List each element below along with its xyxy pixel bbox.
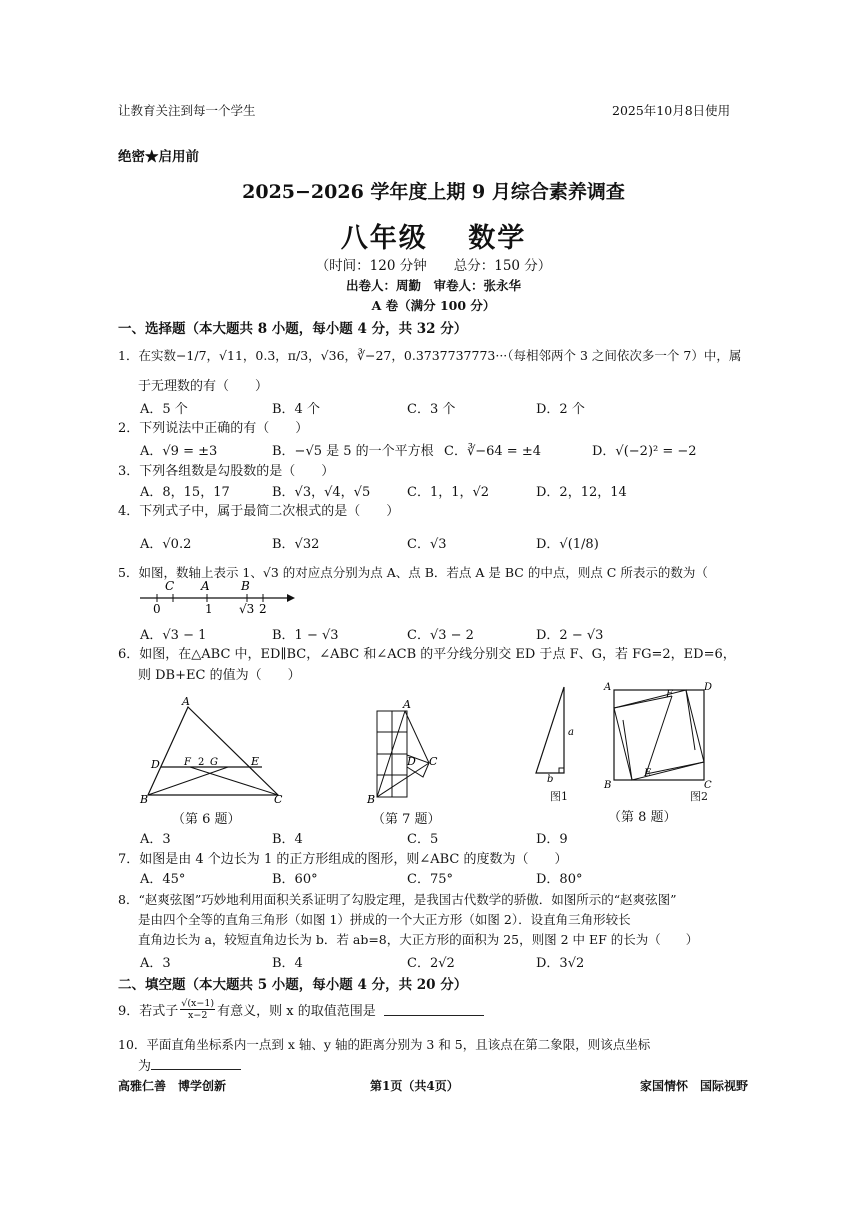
q4-option-b[interactable]: B．√32 bbox=[272, 537, 320, 552]
q2-stem: 2．下列说法中正确的有（ ） bbox=[118, 421, 309, 436]
fig6-label-g: G bbox=[210, 757, 218, 768]
q5-stem: 5．如图，数轴上表示 1、√3 的对应点分别为点 A、点 B．若点 A 是 BC 的中点，则点 C 所表示的数为（ bbox=[118, 565, 708, 580]
q2-option-d[interactable]: D．√(−2)² = −2 bbox=[592, 444, 697, 459]
q10-stem-prefix: 为 bbox=[138, 1059, 152, 1074]
q6-option-a[interactable]: A．3 bbox=[140, 832, 171, 847]
q3-option-b[interactable]: B．√3，√4，√5 bbox=[272, 485, 371, 500]
figure-q8-1 bbox=[530, 685, 580, 783]
q7-option-a[interactable]: A．45° bbox=[140, 872, 186, 887]
q1-stem-cont: 于无理数的有（ ） bbox=[138, 379, 269, 394]
q5-option-d[interactable]: D．2 − √3 bbox=[536, 628, 604, 643]
q1-option-c[interactable]: C．3 个 bbox=[407, 402, 456, 417]
fig7-label-d: D bbox=[407, 755, 416, 768]
q9-stem bbox=[118, 998, 484, 1021]
q1-stem: 1．在实数−1/7，√11，0.3，π/3，√36，∛−27，0.3737737773···（每相邻两个 3 之间依次多一个 7）中，属 bbox=[118, 348, 742, 363]
q9-fraction bbox=[180, 998, 215, 1021]
q5-option-b[interactable]: B．1 − √3 bbox=[272, 628, 339, 643]
q7-option-c[interactable]: C．75° bbox=[407, 872, 453, 887]
q2-option-b[interactable]: B．−√5 是 5 的一个平方根 bbox=[272, 444, 434, 459]
header-left: 让教育关注到每一个学生 bbox=[118, 103, 256, 118]
q9-numerator: √(x−1) bbox=[181, 998, 215, 1009]
fig6-label-a: A bbox=[182, 695, 190, 708]
fig8-1-caption: 图1 bbox=[550, 790, 568, 803]
q3-stem: 3．下列各组数是勾股数的是（ ） bbox=[118, 464, 335, 479]
fig6-label-f: F bbox=[184, 757, 191, 768]
exam-authors: 出卷人：周勤 审卷人：张永华 bbox=[345, 278, 521, 293]
q8-stem-cont2: 直角边长为 a，较短直角边长为 b．若 ab=8，大正方形的面积为 25，则图 2 中 EF 的长为（ ） bbox=[138, 932, 699, 947]
fig8-label-a: a bbox=[568, 727, 574, 738]
section-choice-title: 一、选择题（本大题共 8 小题，每小题 4 分，共 32 分） bbox=[118, 321, 468, 337]
fig8-2-caption: 图2 bbox=[690, 790, 708, 803]
fig6-label-c: C bbox=[274, 793, 283, 806]
q3-option-c[interactable]: C．1，1，√2 bbox=[407, 485, 490, 500]
q3-option-d[interactable]: D．2，12，14 bbox=[536, 485, 627, 500]
q4-stem: 4．下列式子中，属于最简二次根式的是（ ） bbox=[118, 504, 400, 519]
q8-option-c[interactable]: C．2√2 bbox=[407, 956, 455, 971]
q9-prefix: 9．若式子 bbox=[118, 1004, 179, 1019]
q5-label-a: A bbox=[201, 579, 210, 593]
q10-stem-cont bbox=[138, 1055, 241, 1074]
q5-label-c: C bbox=[165, 579, 175, 593]
fig6-label-d: D bbox=[151, 758, 160, 771]
footer-page-number: 第1页（共4页） bbox=[370, 1079, 459, 1093]
q3-option-a[interactable]: A．8，15，17 bbox=[140, 485, 230, 500]
q8-stem: 8．“赵爽弦图”巧妙地利用面积关系证明了勾股定理，是我国古代数学的骄傲．如图所示的“赵爽弦图” bbox=[118, 892, 677, 907]
q5-tick-sqrt3: √3 bbox=[239, 602, 255, 616]
q4-option-a[interactable]: A．√0.2 bbox=[140, 537, 192, 552]
q1-option-d[interactable]: D．2 个 bbox=[536, 402, 585, 417]
fig8-2-label-a: A bbox=[604, 682, 612, 693]
q5-tick-0: 0 bbox=[153, 602, 161, 616]
fig8-2-label-d: D bbox=[704, 682, 713, 693]
footer-right: 家国情怀 国际视野 bbox=[640, 1079, 749, 1093]
fig6-label-2: 2 bbox=[198, 757, 205, 768]
q5-option-a[interactable]: A．√3 − 1 bbox=[140, 628, 207, 643]
q7-option-b[interactable]: B．60° bbox=[272, 872, 318, 887]
q4-option-d[interactable]: D．√(1/8) bbox=[536, 537, 599, 552]
header-right: 2025年10月8日使用 bbox=[612, 103, 731, 118]
volume-label: A 卷（满分 100 分） bbox=[371, 298, 496, 313]
fig8-2-label-e: E bbox=[644, 768, 652, 779]
q5-option-c[interactable]: C．√3 − 2 bbox=[407, 628, 474, 643]
fig8-label-b: b bbox=[547, 774, 554, 783]
q5-tick-1: 1 bbox=[205, 602, 213, 616]
section-fill-title: 二、填空题（本大题共 5 小题，每小题 4 分，共 20 分） bbox=[118, 977, 468, 993]
q6-option-c[interactable]: C．5 bbox=[407, 832, 439, 847]
figure-q6 bbox=[138, 695, 288, 807]
q2-option-c[interactable]: C．∛−64 = ±4 bbox=[444, 444, 541, 459]
fig6-caption: （第 6 题） bbox=[172, 812, 241, 827]
q5-number-line bbox=[135, 578, 300, 616]
fig7-label-c: C bbox=[429, 755, 438, 768]
confidential-mark: 绝密★启用前 bbox=[118, 149, 199, 165]
q10-answer-blank[interactable] bbox=[151, 1057, 241, 1070]
q1-option-a[interactable]: A．5 个 bbox=[140, 402, 188, 417]
q1-option-b[interactable]: B．4 个 bbox=[272, 402, 320, 417]
q8-option-b[interactable]: B．4 bbox=[272, 956, 303, 971]
exam-meta: （时间：120 分钟 总分：150 分） bbox=[315, 258, 552, 274]
fig7-label-b: B bbox=[367, 793, 376, 806]
footer-left: 高雅仁善 博学创新 bbox=[118, 1079, 227, 1093]
fig8-2-label-c: C bbox=[704, 780, 712, 791]
fig8-2-label-f: F bbox=[666, 689, 673, 700]
exam-subject: 八年级 数学 bbox=[340, 223, 527, 254]
fig7-label-a: A bbox=[403, 698, 411, 711]
q6-option-d[interactable]: D．9 bbox=[536, 832, 568, 847]
q8-stem-cont1: 是由四个全等的直角三角形（如图 1）拼成的一个大正方形（如图 2）．设直角三角形较长 bbox=[138, 912, 631, 927]
q7-option-d[interactable]: D．80° bbox=[536, 872, 583, 887]
q9-denominator: x−2 bbox=[188, 1010, 208, 1021]
q2-option-a[interactable]: A．√9 = ±3 bbox=[140, 444, 218, 459]
fig7-caption: （第 7 题） bbox=[372, 812, 441, 827]
fig8-caption: （第 8 题） bbox=[608, 810, 677, 825]
fig8-2-label-b: B bbox=[604, 780, 612, 791]
fig6-label-b: B bbox=[140, 793, 149, 806]
q4-option-c[interactable]: C．√3 bbox=[407, 537, 447, 552]
figure-q8-2 bbox=[600, 680, 715, 792]
q7-stem: 7．如图是由 4 个边长为 1 的正方形组成的图形，则∠ABC 的度数为（ ） bbox=[118, 852, 568, 867]
q9-answer-blank[interactable] bbox=[384, 1003, 484, 1016]
q6-option-b[interactable]: B．4 bbox=[272, 832, 303, 847]
exam-title: 2025−2026 学年度上期 9 月综合素养调查 bbox=[242, 181, 625, 203]
q6-stem-cont: 则 DB+EC 的值为（ ） bbox=[138, 668, 301, 683]
q9-suffix: 有意义，则 x 的取值范围是 bbox=[217, 1004, 376, 1019]
q8-option-d[interactable]: D．3√2 bbox=[536, 956, 585, 971]
fig6-label-e: E bbox=[251, 755, 260, 768]
q8-option-a[interactable]: A．3 bbox=[140, 956, 171, 971]
figure-q7 bbox=[365, 695, 445, 807]
q10-stem: 10．平面直角坐标系内一点到 x 轴、y 轴的距离分别为 3 和 5，且该点在第二象限，则该点坐标 bbox=[118, 1037, 651, 1052]
q6-stem: 6．如图，在△ABC 中，ED∥BC，∠ABC 和∠ACB 的平分线分别交 ED 于点 F、G，若 FG=2，ED=6， bbox=[118, 647, 736, 662]
q5-label-b: B bbox=[241, 579, 250, 593]
q5-tick-2: 2 bbox=[259, 602, 267, 616]
